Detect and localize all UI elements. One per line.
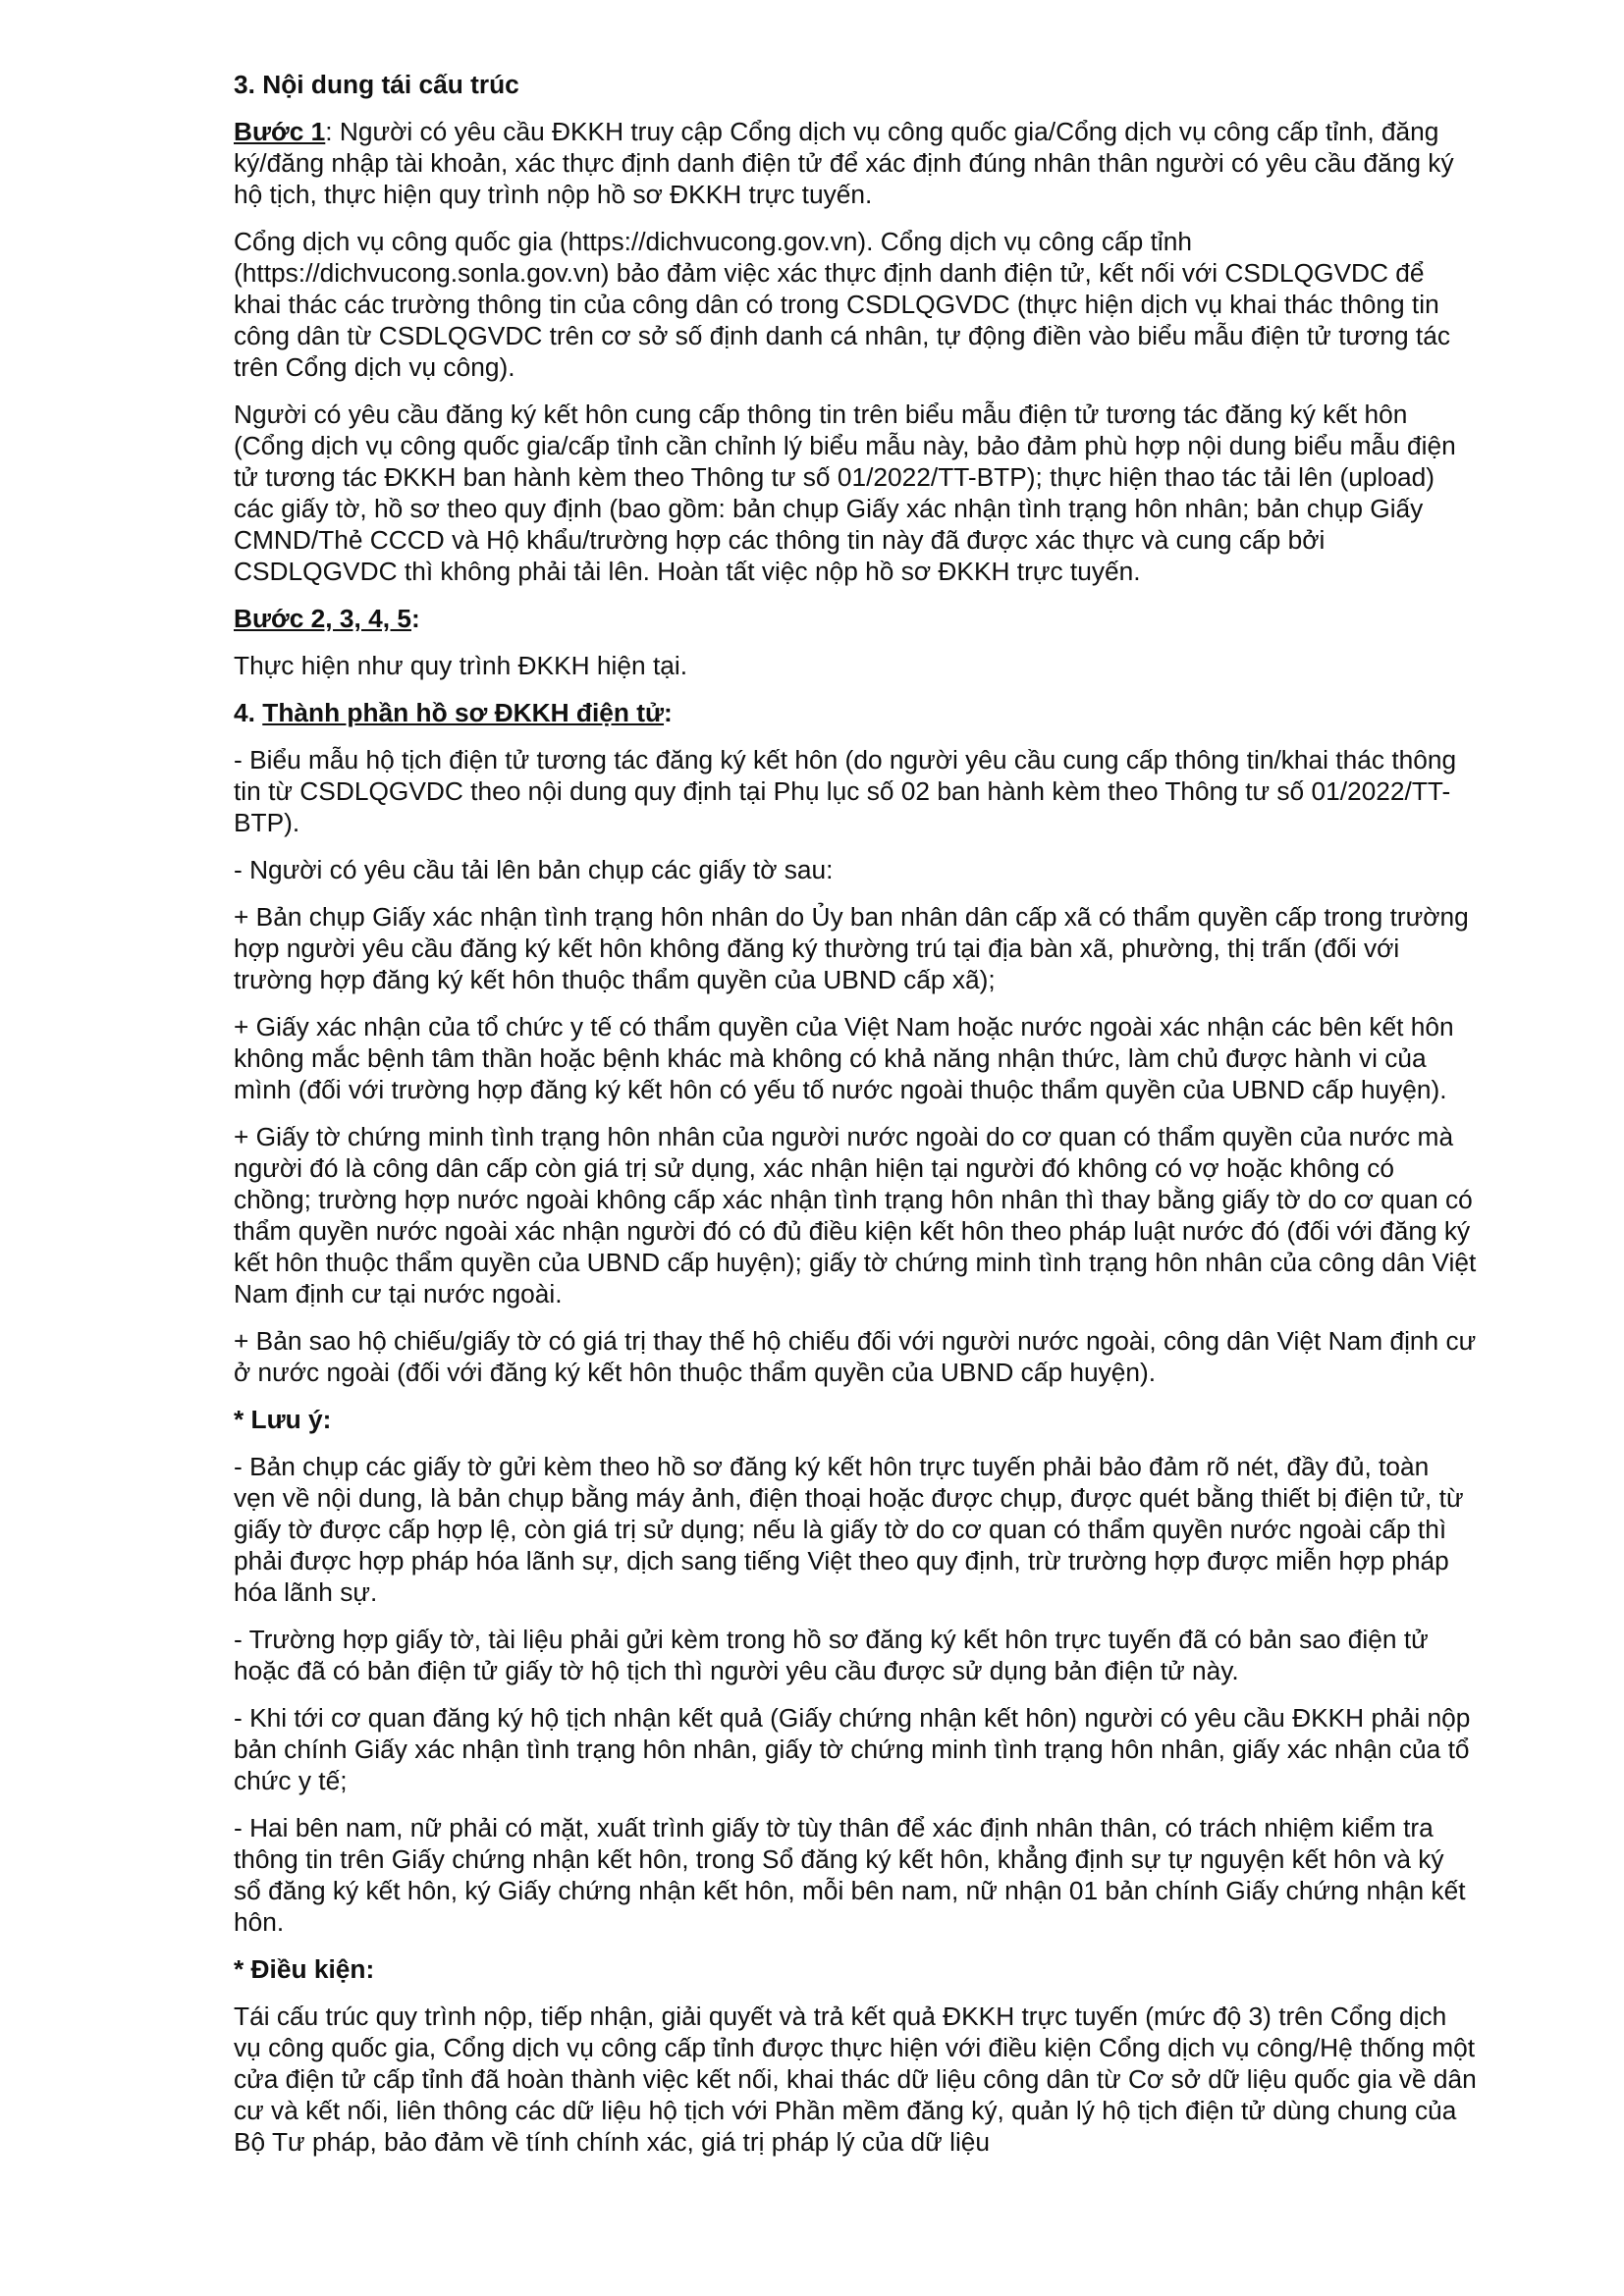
note-item: - Trường hợp giấy tờ, tài liệu phải gửi kèm trong hồ sơ đăng ký kết hôn trực tuyến đã có bản sao điện tử hoặc đã có bản điện tử giấy tờ hộ tịch thì người yêu cầu được sử dụng bản điện tử này. <box>234 1625 1429 1685</box>
form-paragraph: Người có yêu cầu đăng ký kết hôn cung cấp thông tin trên biểu mẫu điện tử tương tác đăng ký kết hôn (Cổng dịch vụ công quốc gia/cấp tỉnh cần chỉnh lý biểu mẫu này, bảo đảm phù hợp nội dung biểu mẫu điện tử tương tác ĐKKH ban hành kèm theo Thông tư số 01/2022/TT-BTP); thực hiện thao tác tải lên (upload) các giấy tờ, hồ sơ theo quy định (bao gồm: bản chụp Giấy xác nhận tình trạng hôn nhân; bản chụp Giấy CMND/Thẻ CCCD và Hộ khẩu/trường hợp các thông tin này đã được xác thực và cung cấp bởi CSDLQGVDC thì không phải tải lên. Hoàn tất việc nộp hồ sơ ĐKKH trực tuyến. <box>234 400 1456 586</box>
step-1-paragraph <box>234 116 1477 210</box>
portal-paragraph: Cổng dịch vụ công quốc gia (https://dichvucong.gov.vn). Cổng dịch vụ công cấp tỉnh (https://dichvucong.sonla.gov.vn) bảo đảm việc xác thực định danh điện tử, kết nối với CSDLQGVDC để khai thác các trường thông tin của công dân có trong CSDLQGVDC (thực hiện dịch vụ khai thác thông tin công dân từ CSDLQGVDC trên cơ sở số định danh cá nhân, tự động điền vào biểu mẫu điện tử tương tác trên Cổng dịch vụ công). <box>234 227 1450 382</box>
steps-2-5-label: Bước 2, 3, 4, 5 <box>234 604 411 633</box>
section-4-number: 4. <box>234 698 263 727</box>
sub-item-passport-copy: + Bản sao hộ chiếu/giấy tờ có giá trị thay thế hộ chiếu đối với người nước ngoài, công dân Việt Nam định cư ở nước ngoài (đối với đăng ký kết hôn thuộc thẩm quyền của UBND cấp huyện). <box>234 1326 1477 1387</box>
section-3-title: 3. Nội dung tái cấu trúc <box>234 70 519 99</box>
steps-2-5-heading <box>234 603 1477 634</box>
sub-item-marital-status: + Bản chụp Giấy xác nhận tình trạng hôn nhân do Ủy ban nhân dân cấp xã có thẩm quyền cấp trong trường hợp người yêu cầu đăng ký kết hôn không đăng ký thường trú tại địa bàn xã, phường, thị trấn (đối với trường hợp đăng ký kết hôn thuộc thẩm quyền của UBND cấp xã); <box>234 902 1469 994</box>
step-1-label: Bước 1 <box>234 117 326 146</box>
sub-item-foreigner-marital-proof: + Giấy tờ chứng minh tình trạng hôn nhân của người nước ngoài do cơ quan có thẩm quyền của nước mà người đó là công dân cấp còn giá trị sử dụng, xác nhận hiện tại người đó không có vợ hoặc không có chồng; trường hợp nước ngoài không cấp xác nhận tình trạng hôn nhân thì thay bằng giấy tờ do cơ quan có thẩm quyền nước ngoài xác nhận người đó có đủ điều kiện kết hôn theo pháp luật nước đó (đối với đăng ký kết hôn thuộc thẩm quyền của UBND cấp huyện); giấy tờ chứng minh tình trạng hôn nhân của công dân Việt Nam định cư tại nước ngoài. <box>234 1122 1477 1308</box>
section-4-title-colon: : <box>664 698 673 727</box>
sub-item-medical-confirmation: + Giấy xác nhận của tổ chức y tế có thẩm quyền của Việt Nam hoặc nước ngoài xác nhận các bên kết hôn không mắc bệnh tâm thần hoặc bệnh khác mà không có khả năng nhận thức, làm chủ được hành vi của mình (đối với trường hợp đăng ký kết hôn có yếu tố nước ngoài thuộc thẩm quyền của UBND cấp huyện). <box>234 1012 1454 1104</box>
section-4-title-text: Thành phần hồ sơ ĐKKH điện tử <box>262 698 665 727</box>
note-item: - Hai bên nam, nữ phải có mặt, xuất trình giấy tờ tùy thân để xác định nhân thân, có trách nhiệm kiểm tra thông tin trên Giấy chứng nhận kết hôn, trong Sổ đăng ký kết hôn, khẳng định sự tự nguyện kết hôn và ký sổ đăng ký kết hôn, ký Giấy chứng nhận kết hôn, mỗi bên nam, nữ nhận 01 bản chính Giấy chứng nhận kết hôn. <box>234 1813 1466 1937</box>
conditions-text: Tái cấu trúc quy trình nộp, tiếp nhận, giải quyết và trả kết quả ĐKKH trực tuyến (mức độ 3) trên Cổng dịch vụ công quốc gia, Cổng dịch vụ công cấp tỉnh được thực hiện với điều kiện Cổng dịch vụ công/Hệ thống một cửa điện tử cấp tỉnh đã hoàn thành việc kết nối, khai thác dữ liệu công dân từ Cơ sở dữ liệu quốc gia về dân cư và kết nối, liên thông các dữ liệu hộ tịch với Phần mềm đăng ký, quản lý hộ tịch điện tử dùng chung của Bộ Tư pháp, bảo đảm về tính chính xác, giá trị pháp lý của dữ liệu <box>234 2002 1477 2157</box>
list-item-upload: - Người có yêu cầu tải lên bản chụp các giấy tờ sau: <box>234 855 834 884</box>
notes-title: * Lưu ý: <box>234 1405 332 1434</box>
steps-2-5-colon: : <box>411 604 420 633</box>
conditions-title: * Điều kiện: <box>234 1954 375 1984</box>
step-1-text: : Người có yêu cầu ĐKKH truy cập Cổng dịch vụ công quốc gia/Cổng dịch vụ công cấp tỉnh, đăng ký/đăng nhập tài khoản, xác thực định danh điện tử để xác định đúng nhân thân người có yêu cầu đăng ký hộ tịch, thực hiện quy trình nộp hồ sơ ĐKKH trực tuyến. <box>234 117 1454 209</box>
steps-2-5-text: Thực hiện như quy trình ĐKKH hiện tại. <box>234 651 688 680</box>
note-item: - Khi tới cơ quan đăng ký hộ tịch nhận kết quả (Giấy chứng nhận kết hôn) người có yêu cầu ĐKKH phải nộp bản chính Giấy xác nhận tình trạng hôn nhân, giấy tờ chứng minh tình trạng hôn nhân, giấy xác nhận của tổ chức y tế; <box>234 1703 1471 1795</box>
note-item: - Bản chụp các giấy tờ gửi kèm theo hồ sơ đăng ký kết hôn trực tuyến phải bảo đảm rõ nét, đầy đủ, toàn vẹn về nội dung, là bản chụp bằng máy ảnh, điện thoại hoặc được chụp, được quét bằng thiết bị điện tử, từ giấy tờ được cấp hợp lệ, còn giá trị sử dụng; nếu là giấy tờ do cơ quan có thẩm quyền nước ngoài cấp thì phải được hợp pháp hóa lãnh sự, dịch sang tiếng Việt theo quy định, trừ trường hợp được miễn hợp pháp hóa lãnh sự. <box>234 1452 1464 1607</box>
list-item-form: - Biểu mẫu hộ tịch điện tử tương tác đăng ký kết hôn (do người yêu cầu cung cấp thông tin/khai thác thông tin từ CSDLQGVDC theo nội dung quy định tại Phụ lục số 02 ban hành kèm theo Thông tư số 01/2022/TT-BTP). <box>234 745 1457 837</box>
section-4-title <box>234 697 1477 728</box>
